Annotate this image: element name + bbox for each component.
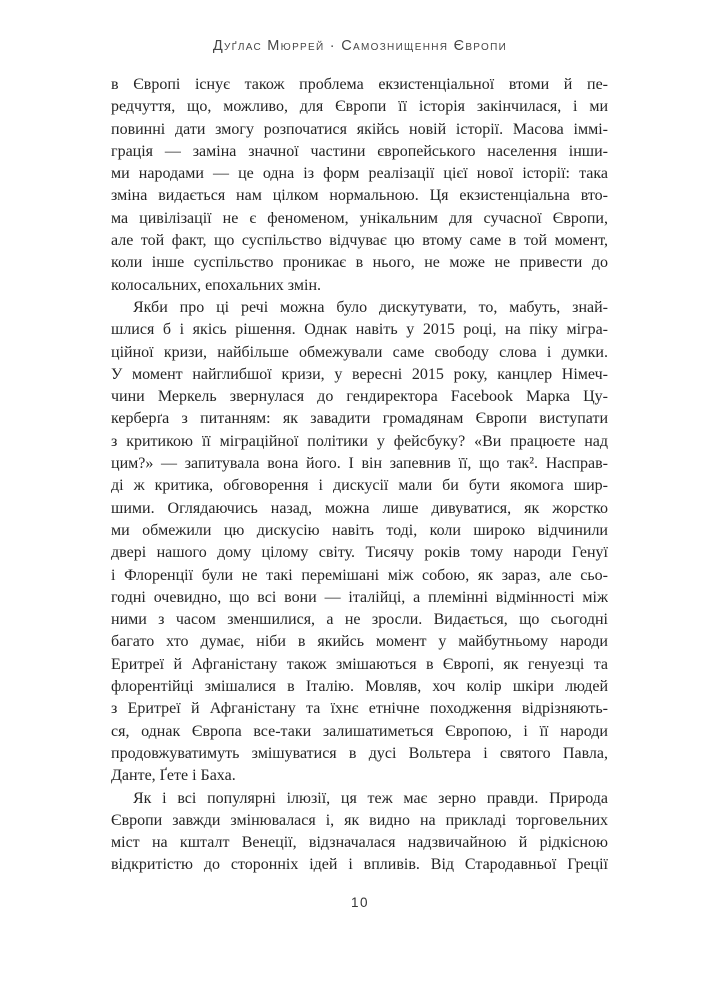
text-line: Європи завжди змінювалася і, як видно на прикладі торговельних bbox=[111, 811, 608, 829]
text-line: годні очевидно, що всі вони — італійці, а племінні відмінності між bbox=[111, 588, 608, 606]
text-line: відкритістю до сторонніх ідей і впливів. Від Стародавньої Греції bbox=[111, 856, 608, 874]
text-line: двері нашого дому цілому світу. Тисячу років тому народи Генуї bbox=[111, 544, 608, 562]
text-line: коли інше суспільство проникає в нього, не може не привести до bbox=[111, 254, 608, 272]
text-line: ними з часом зменшилися, а не зросли. Видається, що сьогодні bbox=[111, 611, 608, 629]
text-line: ся, однак Європа все-таки залишатиметься Європою, і її народи bbox=[111, 722, 608, 740]
text-line: з Еритреї й Афганістану та їхнє етнічне походження відрізняють- bbox=[111, 700, 608, 718]
text-line: чини Меркель звернулася до гендиректора Facebook Марка Цу- bbox=[111, 388, 608, 406]
text-line: Як і всі популярні ілюзії, ця теж має зерно правди. Природа bbox=[133, 789, 608, 807]
text-line: але той факт, що суспільство відчуває цю втому саме в той момент, bbox=[111, 232, 608, 250]
text-line: ма цивілізації не є феноменом, унікальним для сучасної Європи, bbox=[111, 209, 608, 227]
text-line: міст на кшталт Венеції, відзначалася надзвичайною й рідкісною bbox=[111, 834, 608, 852]
text-line: шими. Оглядаючись назад, можна лише дивуватися, як жорстко bbox=[111, 499, 608, 517]
paragraph bbox=[111, 788, 608, 877]
text-line: ді ж критика, обговорення і дискусії мали би бути якомога шир- bbox=[111, 477, 608, 495]
text-line: керберґа з питанням: як завадити громадянам Європи виступати bbox=[111, 410, 608, 428]
text-line: редчуття, що, можливо, для Європи її історія закінчилася, і ми bbox=[111, 98, 608, 116]
text-line: ми обмежили цю дискусію навіть тоді, коли широко відчинили bbox=[111, 521, 608, 539]
text-line: ми народами — це одна із форм реалізації цієї нової історії: така bbox=[111, 165, 608, 183]
paragraph bbox=[111, 74, 608, 297]
text-line: цим?» — запитувала вона його. І він запевнив її, що так². Насправ- bbox=[111, 455, 608, 473]
running-head: Дуґлас Мюррей · Самознищення Європи bbox=[212, 38, 508, 54]
text-line: зміна видається нам цілком нормальною. Ця екзистенціальна вто- bbox=[111, 187, 608, 205]
text-line: і Флоренції були не такі перемішані між собою, як зараз, але сьо- bbox=[111, 566, 608, 584]
text-line: Данте, Ґете і Баха. bbox=[111, 767, 236, 785]
text-line: ційної кризи, найбільше обмежували саме свободу слова і думки. bbox=[111, 343, 608, 361]
paragraph bbox=[111, 297, 608, 788]
text-line: з критикою її міграційної політики у фейсбуку? «Ви працюєте над bbox=[111, 432, 608, 450]
text-line: багато хто думає, ніби в якийсь момент у майбутньому народи bbox=[111, 633, 608, 651]
text-line: грація — заміна значної частини європейського населення інши- bbox=[111, 142, 608, 160]
text-block bbox=[111, 74, 608, 877]
text-line: шлися б і якісь рішення. Однак навіть у 2015 році, на піку мігра- bbox=[111, 321, 608, 339]
text-line: Якби про ці речі можна було дискутувати, то, мабуть, знай- bbox=[133, 298, 608, 316]
text-line: колосальних, епохальних змін. bbox=[111, 276, 322, 294]
text-line: в Європі існує також проблема екзистенціальної втоми й пе- bbox=[111, 76, 608, 93]
text-line: продовжуватимуть змішуватися в дусі Вольтера і святого Павла, bbox=[111, 744, 608, 762]
text-line: повинні дати змогу розпочатися якійсь новій історії. Масова іммі- bbox=[111, 120, 608, 138]
page-number: 10 bbox=[350, 895, 370, 910]
text-line: флорентійці змішалися в Італію. Мовляв, хоч колір шкіри людей bbox=[111, 678, 608, 696]
text-line: Еритреї й Афганістану також змішаються в Європі, як генуезці та bbox=[111, 655, 608, 673]
text-line: У момент найглибшої кризи, у вересні 2015 року, канцлер Німеч- bbox=[111, 365, 608, 383]
